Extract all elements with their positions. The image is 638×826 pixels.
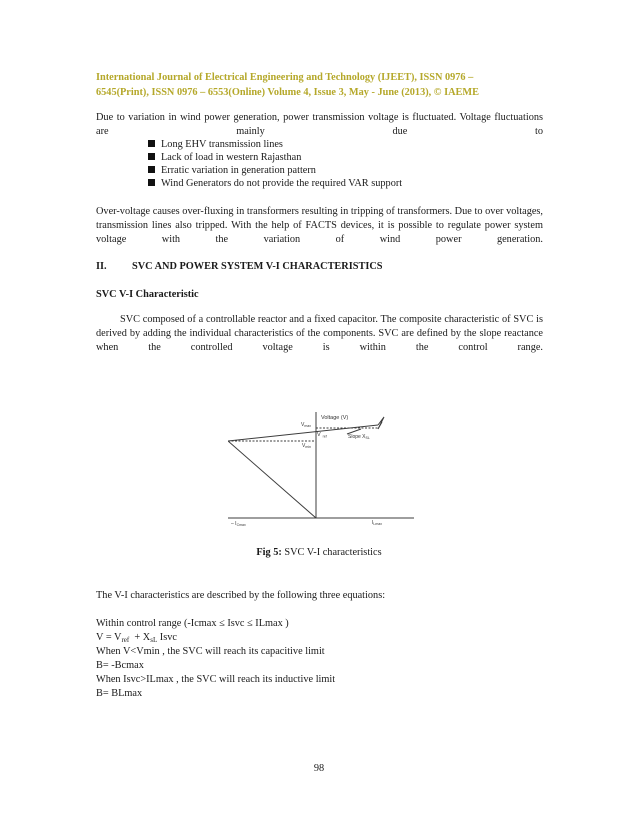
ilmax-label: $I_{Lmax}$ [372,520,382,526]
list-item: Long EHV transmission lines [148,138,402,151]
journal-header-line-2: 6545(Print), ISSN 0976 – 6553(Online) Volume 4, Issue 3, May - June (2013), © IAEME [96,87,479,98]
journal-header [96,70,543,100]
square-bullet-icon [148,179,155,186]
vmax-label: $V_{max}$ [301,422,311,428]
figure-caption [0,547,638,558]
section-heading [96,261,383,272]
control-range-line: Within control range (-Icmax ≤ Isvc ≤ ILmax ) [96,618,289,629]
list-item: Wind Generators do not provide the required VAR support [148,177,402,190]
section-title: SVC AND POWER SYSTEM V-I CHARACTERISTICS [132,261,383,272]
slope-label: Slope $X_{SL}$ [348,434,370,440]
figure-caption-text: SVC V-I characteristics [281,547,382,558]
capacitive-limit-value: B= -Bcmax [96,660,144,671]
inductive-limit-condition: When Isvc>ILmax , the SVC will reach its inductive limit [96,674,336,685]
capacitive-limit-condition: When V<Vmin , the SVC will reach its capacitive limit [96,646,325,657]
figure-caption-label: Fig 5: [256,547,282,558]
vmin-label: $V_{min}$ [302,443,311,449]
vref-label: V $_{ref}$ [317,432,327,439]
list-item: Erratic variation in generation pattern [148,164,402,177]
inductive-limit-value: B= BLmax [96,688,143,699]
section-number: II. [96,261,107,272]
voltage-axis-label: Voltage (V) [321,415,349,421]
cause-list [148,138,402,190]
subsection-heading: SVC V-I Characteristic [96,289,199,300]
svc-vi-characteristic-figure [228,412,414,530]
svc-paragraph: SVC composed of a controllable reactor and a fixed capacitor. The composite characteristic of SVC is derived by adding the individual characteristics of the components. SVC are defined by the slope reactance when the controlled voltage is within the control range. [96,314,543,353]
list-item: Lack of load in western Rajasthan [148,151,402,164]
equations-intro: The V-I characteristics are described by the following three equations: [96,590,386,601]
overvoltage-paragraph: Over-voltage causes over-fluxing in transformers resulting in tripping of transformers. Due to over voltages, transmission lines also tripped. With the help of FACTS devices, it is possible to regulate power system voltage with the variation of wind power generation. [96,206,543,245]
intro-paragraph: Due to variation in wind power generation, power transmission voltage is fluctuated. Voltage fluctuations are mainly due to [96,112,543,137]
square-bullet-icon [148,153,155,160]
capacitive-characteristic [228,441,316,518]
journal-header-line-1: International Journal of Electrical Engineering and Technology (IJEET), ISSN 0976 – [96,72,474,83]
page-number: 98 [313,763,325,774]
voltage-equation: $V = V_{ref} + X_{sL}$ Isvc [96,632,177,644]
square-bullet-icon [148,140,155,147]
square-bullet-icon [148,166,155,173]
inductive-characteristic [378,417,384,429]
icmax-label: – $I_{Cmax}$ [231,521,246,527]
